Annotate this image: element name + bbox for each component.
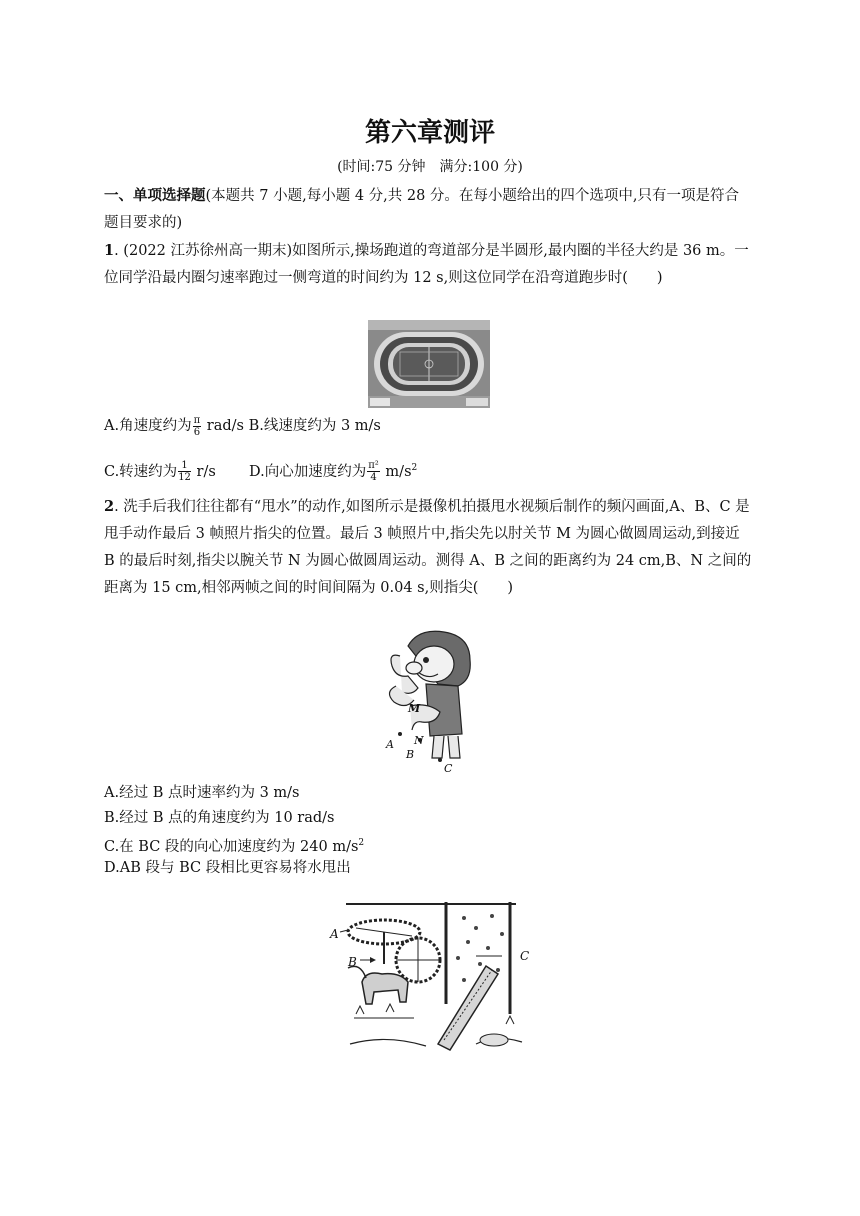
- question-number: 1: [104, 242, 115, 259]
- question-text: . 洗手后我们往往都有“甩水”的动作,如图所示是摄像机拍摄甩水视频后制作的频闪画面,A、B、C 是甩手动作最后 3 帧照片指尖的位置。最后 3 帧照片中,指尖先以肘关节 M 为圆心做圆周运动,到接近 B 的最后时刻,指尖以腕关节 N 为圆心做圆周运动。测得 A、B 之间的距离约为 24 cm,B、N 之间的距离为 15 cm,相邻两帧之间的时间间隔为 0.04 s,则指尖( ): [104, 499, 752, 596]
- hand-shake-figure: [378, 626, 490, 776]
- label-b: B: [406, 748, 415, 761]
- q1-option-c-d: [104, 456, 417, 484]
- label-c: C: [520, 949, 530, 963]
- label-a: A: [330, 927, 339, 941]
- q2-option-c: C.在 BC 段的向心加速度约为 240 $m/s^2$: [104, 838, 365, 855]
- label-n: N: [414, 734, 424, 747]
- q1-option-a-b: [104, 414, 381, 438]
- page-title: 第六章测评: [364, 118, 495, 148]
- label-a: A: [386, 738, 394, 751]
- q1-option-b: B.线速度约为 3 m/s: [248, 418, 381, 434]
- water-wheel-figure: [326, 894, 534, 1056]
- question-1: [104, 237, 752, 292]
- fraction: $\frac{\text{π²}}{4}$: [368, 460, 379, 484]
- section-description: (本题共 7 小题,每小题 4 分,共 28 分。在每小题给出的四个选项中,只有一项是符合题目要求的): [104, 188, 740, 231]
- stadium-figure: [368, 320, 490, 408]
- question-text: . (2022 江苏徐州高一期末)如图所示,操场跑道的弯道部分是半圆形,最内圈的半径大约是 36 m。一位同学沿最内圈匀速率跑过一侧弯道的时间约为 12 s,则这位同学在沿弯道跑步时( ): [104, 243, 749, 286]
- q1-option-c: C.转速约为 $\frac{1}{12}$ r/s: [104, 460, 216, 484]
- label-b: B: [348, 955, 357, 969]
- q2-option-a: A.经过 B 点时速率约为 3 m/s: [104, 785, 300, 801]
- question-2: [104, 493, 752, 602]
- label-m: M: [408, 702, 421, 715]
- q1-option-a: A.角速度约为 $\frac{\pi}{6}$ rad/s: [104, 414, 244, 438]
- fraction: $\frac{1}{12}$: [178, 460, 191, 484]
- q2-option-b: B.经过 B 点的角速度约为 10 rad/s: [104, 810, 335, 826]
- section-heading: 一、单项选择题: [104, 188, 206, 204]
- fraction: $\frac{\pi}{6}$: [193, 414, 201, 438]
- q1-option-d: D.向心加速度约为 $\frac{\text{π²}}{4}$ $m/s^2$: [249, 460, 418, 484]
- label-c: C: [444, 762, 453, 775]
- section-heading-block: [104, 183, 752, 237]
- q2-option-d: D.AB 段与 BC 段相比更容易将水甩出: [104, 860, 351, 876]
- question-number: 2: [104, 498, 115, 515]
- exam-info: (时间:75 分钟 满分:100 分): [337, 159, 523, 175]
